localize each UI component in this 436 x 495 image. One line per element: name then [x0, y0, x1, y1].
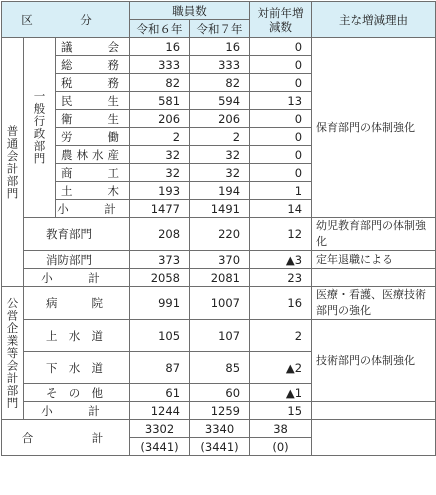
total-r7-paren: (3441) [190, 438, 250, 456]
blank-cell [312, 402, 436, 420]
admin-subtotal-diff: 14 [250, 200, 312, 218]
sewer-diff: ▲2 [250, 352, 312, 384]
row-diff: 1 [250, 182, 312, 200]
hospital-label: 病 院 [24, 287, 130, 320]
row-diff: 0 [250, 74, 312, 92]
other-diff: ▲1 [250, 384, 312, 402]
fire-diff: ▲3 [250, 251, 312, 269]
fire-r6: 373 [130, 251, 190, 269]
row-name: 農林水産 [56, 146, 130, 164]
row-r7: 594 [190, 92, 250, 110]
sewer-r6: 87 [130, 352, 190, 384]
water-r6: 105 [130, 320, 190, 352]
row-name: 議 会 [56, 38, 130, 56]
admin-reason: 保育部門の体制強化 [312, 38, 436, 218]
blank-cell [312, 420, 436, 456]
admin-subtotal-r7: 1491 [190, 200, 250, 218]
education-r6: 208 [130, 218, 190, 251]
row-r7: 16 [190, 38, 250, 56]
other-r6: 61 [130, 384, 190, 402]
row-r7: 206 [190, 110, 250, 128]
row-name: 民 生 [56, 92, 130, 110]
general-section-label: 普通会計部門 [2, 38, 24, 287]
blank-cell [312, 269, 436, 287]
row-r7: 32 [190, 146, 250, 164]
total-label: 合 計 [2, 420, 130, 456]
row-diff: 0 [250, 146, 312, 164]
staff-table-container [1, 1, 435, 494]
education-r7: 220 [190, 218, 250, 251]
row-r6: 32 [130, 146, 190, 164]
total-r6: 3302 [130, 420, 190, 438]
sewer-r7: 85 [190, 352, 250, 384]
hospital-r7: 1007 [190, 287, 250, 320]
header-r7: 令和７年 [190, 20, 250, 38]
admin-section-label: 一般行政部門 [24, 38, 56, 218]
header-diff: 対前年増減数 [250, 2, 312, 38]
row-r6: 206 [130, 110, 190, 128]
public-subtotal-diff: 15 [250, 402, 312, 420]
staff-count-table [1, 1, 436, 456]
fire-label: 消防部門 [24, 251, 130, 269]
general-subtotal-label: 小 計 [24, 269, 130, 287]
education-reason: 幼児教育部門の体制強化 [312, 218, 436, 251]
general-subtotal-r6: 2058 [130, 269, 190, 287]
public-subtotal-r6: 1244 [130, 402, 190, 420]
header-category: 区 分 [2, 2, 130, 38]
row-r6: 193 [130, 182, 190, 200]
row-name: 衛 生 [56, 110, 130, 128]
row-name: 土 木 [56, 182, 130, 200]
tech-reason: 技術部門の体制強化 [312, 320, 436, 402]
header-r6: 令和６年 [130, 20, 190, 38]
row-r6: 16 [130, 38, 190, 56]
row-r7: 194 [190, 182, 250, 200]
row-r6: 581 [130, 92, 190, 110]
row-name: 商 工 [56, 164, 130, 182]
water-label: 上 水 道 [24, 320, 130, 352]
row-r7: 82 [190, 74, 250, 92]
general-subtotal-diff: 23 [250, 269, 312, 287]
row-diff: 0 [250, 110, 312, 128]
public-subtotal-r7: 1259 [190, 402, 250, 420]
hospital-diff: 16 [250, 287, 312, 320]
row-diff: 0 [250, 128, 312, 146]
hospital-reason: 医療・看護、医療技術部門の強化 [312, 287, 436, 320]
admin-subtotal-r6: 1477 [130, 200, 190, 218]
fire-r7: 370 [190, 251, 250, 269]
row-r7: 32 [190, 164, 250, 182]
row-r7: 333 [190, 56, 250, 74]
row-r6: 32 [130, 164, 190, 182]
fire-reason: 定年退職による [312, 251, 436, 269]
hospital-r6: 991 [130, 287, 190, 320]
row-name: 総 務 [56, 56, 130, 74]
row-diff: 0 [250, 38, 312, 56]
total-r6-paren: (3441) [130, 438, 190, 456]
admin-subtotal-label: 小 計 [57, 201, 128, 216]
water-r7: 107 [190, 320, 250, 352]
education-diff: 12 [250, 218, 312, 251]
row-name: 労 働 [56, 128, 130, 146]
general-subtotal-r7: 2081 [190, 269, 250, 287]
water-diff: 2 [250, 320, 312, 352]
row-r6: 82 [130, 74, 190, 92]
row-diff: 0 [250, 164, 312, 182]
sewer-label: 下 水 道 [24, 352, 130, 384]
public-subtotal-label: 小 計 [24, 402, 130, 420]
other-r7: 60 [190, 384, 250, 402]
row-name: 税 務 [56, 74, 130, 92]
public-section-label: 公営企業等会計部門 [2, 287, 24, 420]
other-label: そ の 他 [24, 384, 130, 402]
total-r7: 3340 [190, 420, 250, 438]
row-r6: 2 [130, 128, 190, 146]
row-diff: 0 [250, 56, 312, 74]
education-label: 教育部門 [24, 218, 130, 251]
row-r6: 333 [130, 56, 190, 74]
row-r7: 2 [190, 128, 250, 146]
row-diff: 13 [250, 92, 312, 110]
total-diff: 38 [250, 420, 312, 438]
header-reason: 主な増減理由 [312, 2, 436, 38]
total-diff-paren: (0) [250, 438, 312, 456]
header-staff: 職員数 [130, 2, 250, 20]
